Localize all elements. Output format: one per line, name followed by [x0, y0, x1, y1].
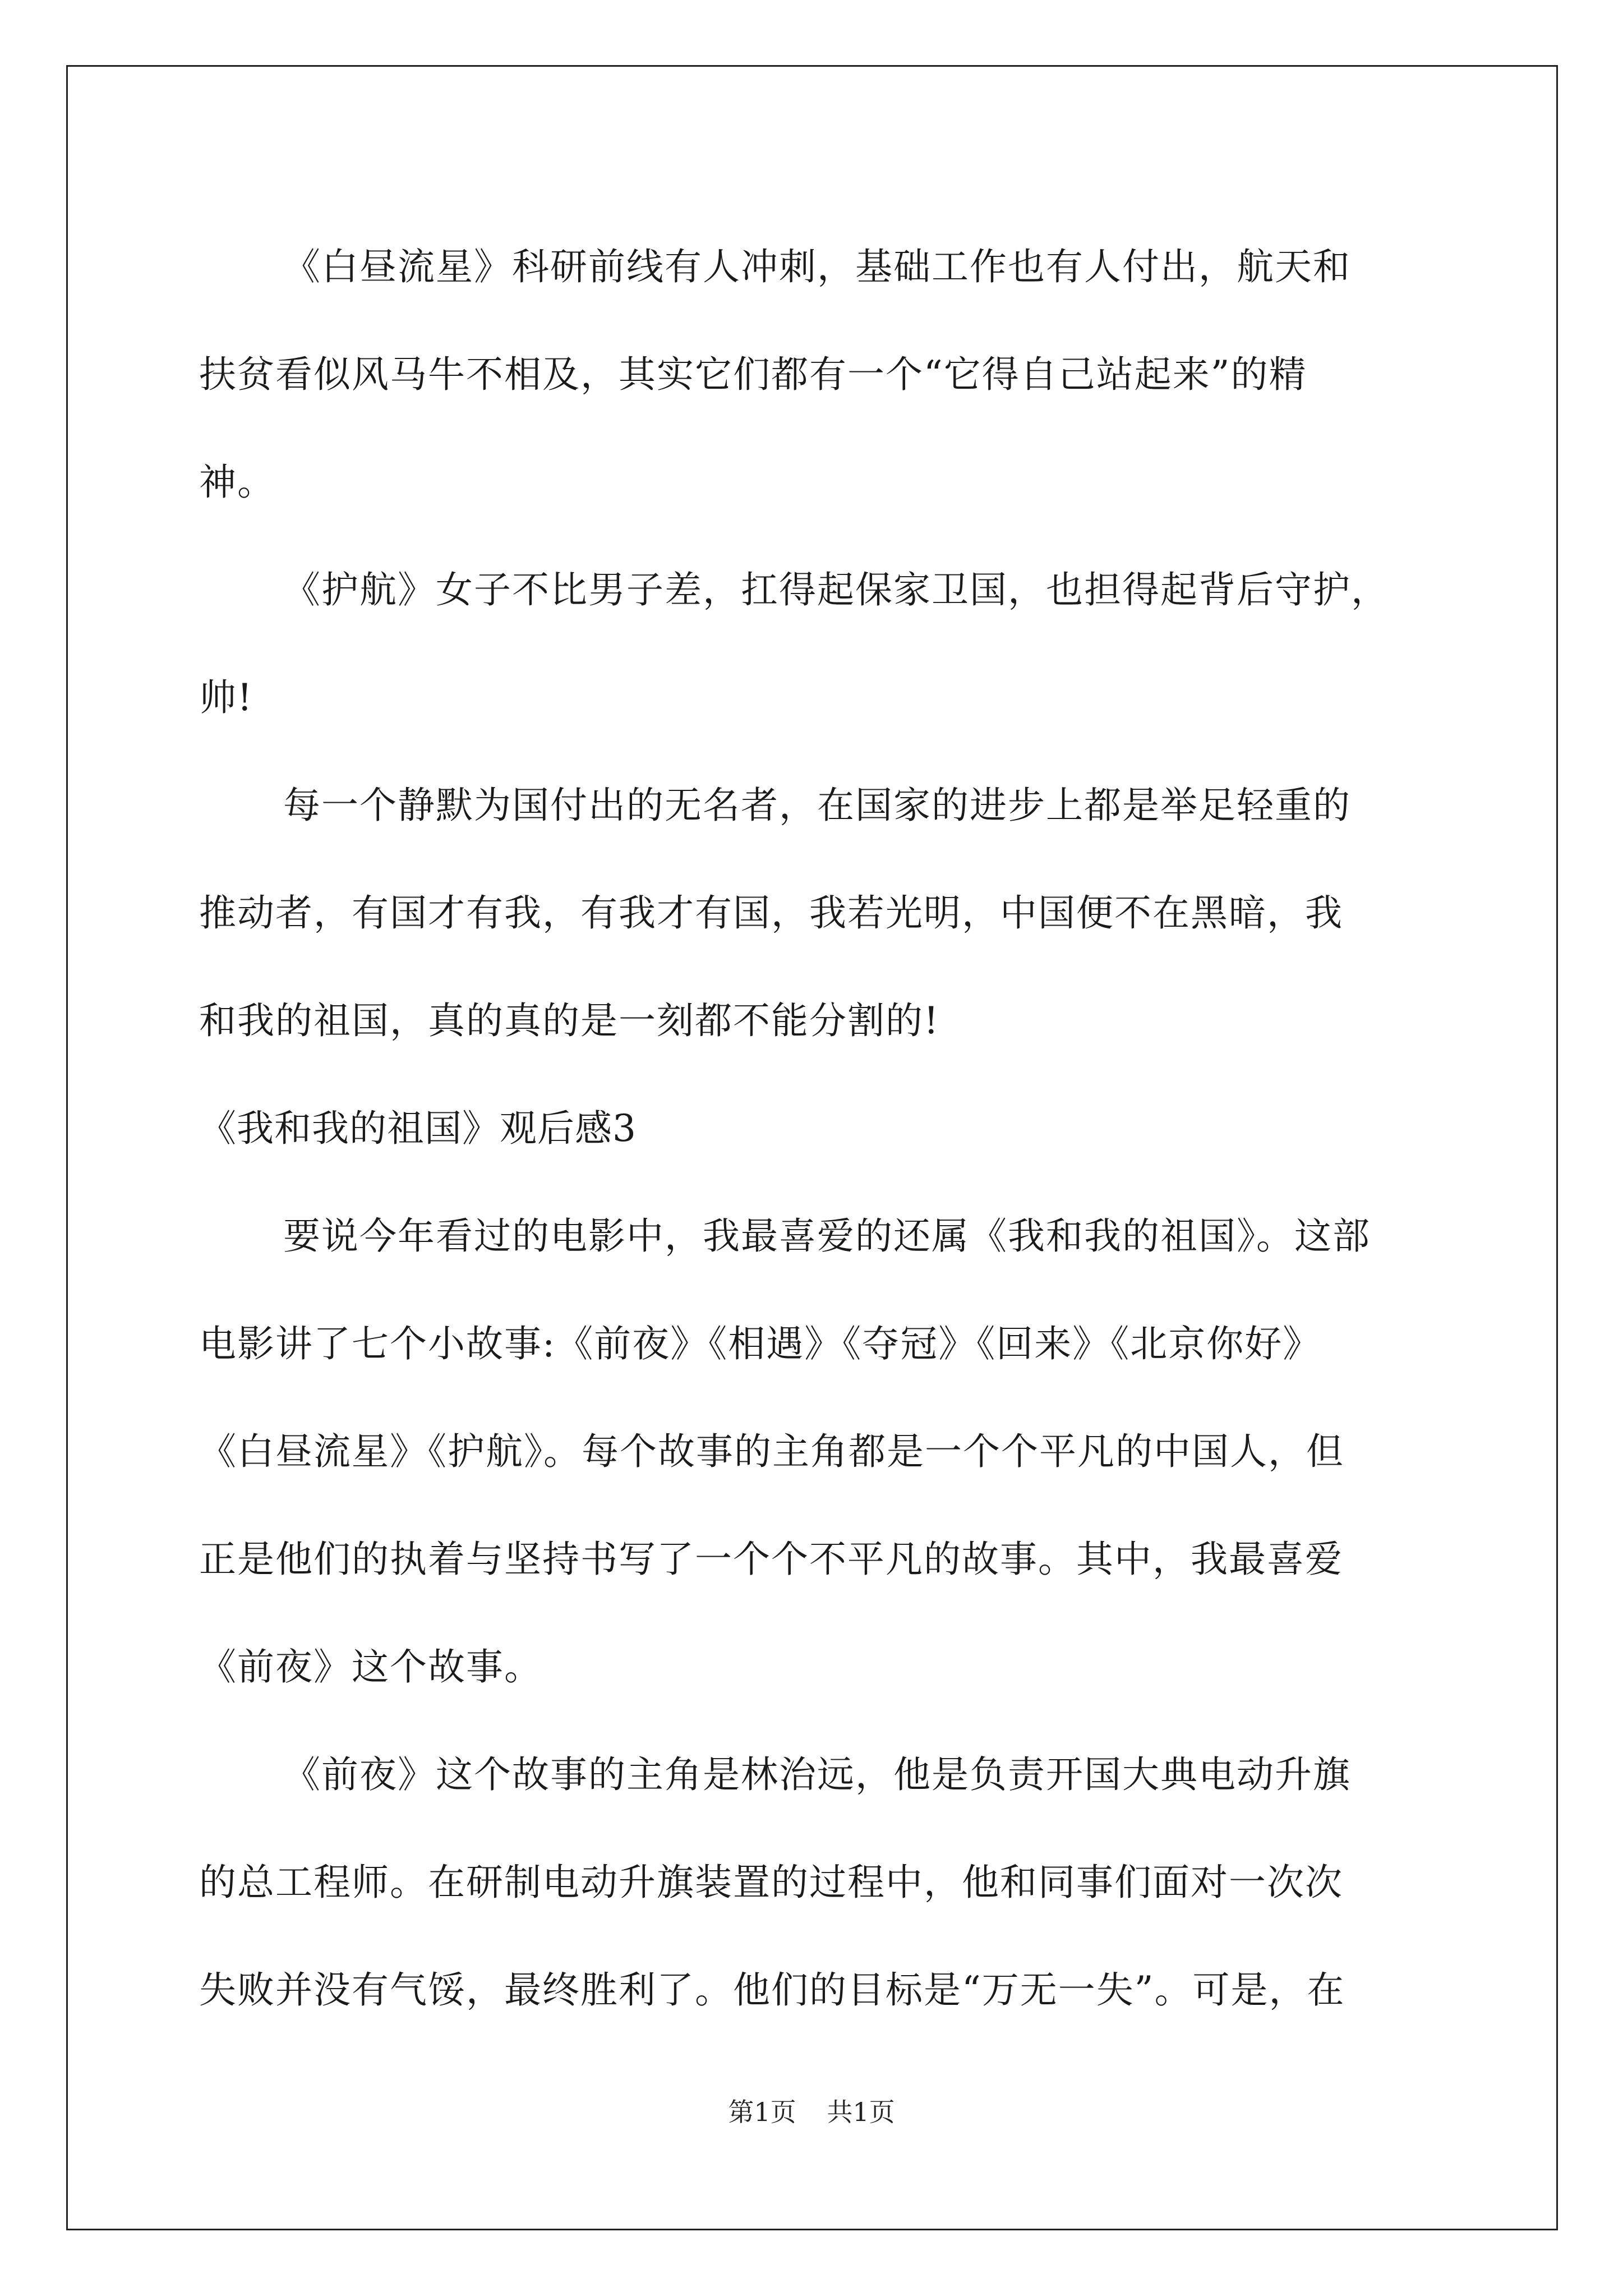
text-line: 正是他们的执着与坚持书写了一个个不平凡的故事。其中，我最喜爱 — [199, 1538, 1343, 1581]
text-line: 《前夜》这个故事的主角是林治远，他是负责开国大典电动升旗 — [283, 1753, 1351, 1796]
text-line: 推动者，有国才有我，有我才有国，我若光明，中国便不在黑暗，我 — [199, 891, 1343, 935]
text-line: 电影讲了七个小故事:《前夜》《相遇》《夺冠》《回来》《北京你好》 — [199, 1322, 1321, 1365]
text-line: 要说今年看过的电影中，我最喜爱的还属《我和我的祖国》。这部 — [283, 1214, 1371, 1258]
page-number: 第1页 — [728, 2097, 796, 2127]
text-line: 《白昼流星》《护航》。每个故事的主角都是一个个平凡的中国人，但 — [199, 1430, 1344, 1473]
page-total: 共1页 — [827, 2097, 895, 2127]
text-line: 《白昼流星》科研前线有人冲刺，基础工作也有人付出，航天和 — [283, 245, 1351, 288]
text-line: 帅! — [199, 676, 253, 719]
page-footer — [0, 2095, 1623, 2129]
text-line: 每一个静默为国付出的无名者，在国家的进步上都是举足轻重的 — [283, 784, 1351, 827]
text-line: 失败并没有气馁，最终胜利了。他们的目标是“万无一失”。可是，在 — [199, 1968, 1345, 2012]
text-line: 扶贫看似风马牛不相及，其实它们都有一个“它得自己站起来”的精 — [199, 353, 1307, 396]
text-line: 《护航》女子不比男子差，扛得起保家卫国，也担得起背后守护， — [283, 568, 1389, 611]
text-line: 和我的祖国，真的真的是一刻都不能分割的! — [199, 999, 940, 1042]
document-body — [199, 213, 1455, 2044]
section-heading: 《我和我的祖国》观后感3 — [199, 1107, 637, 1150]
text-line: 的总工程师。在研制电动升旗装置的过程中，他和同事们面对一次次 — [199, 1861, 1343, 1904]
text-line: 神。 — [199, 461, 275, 504]
text-line: 《前夜》这个故事。 — [199, 1645, 542, 1688]
